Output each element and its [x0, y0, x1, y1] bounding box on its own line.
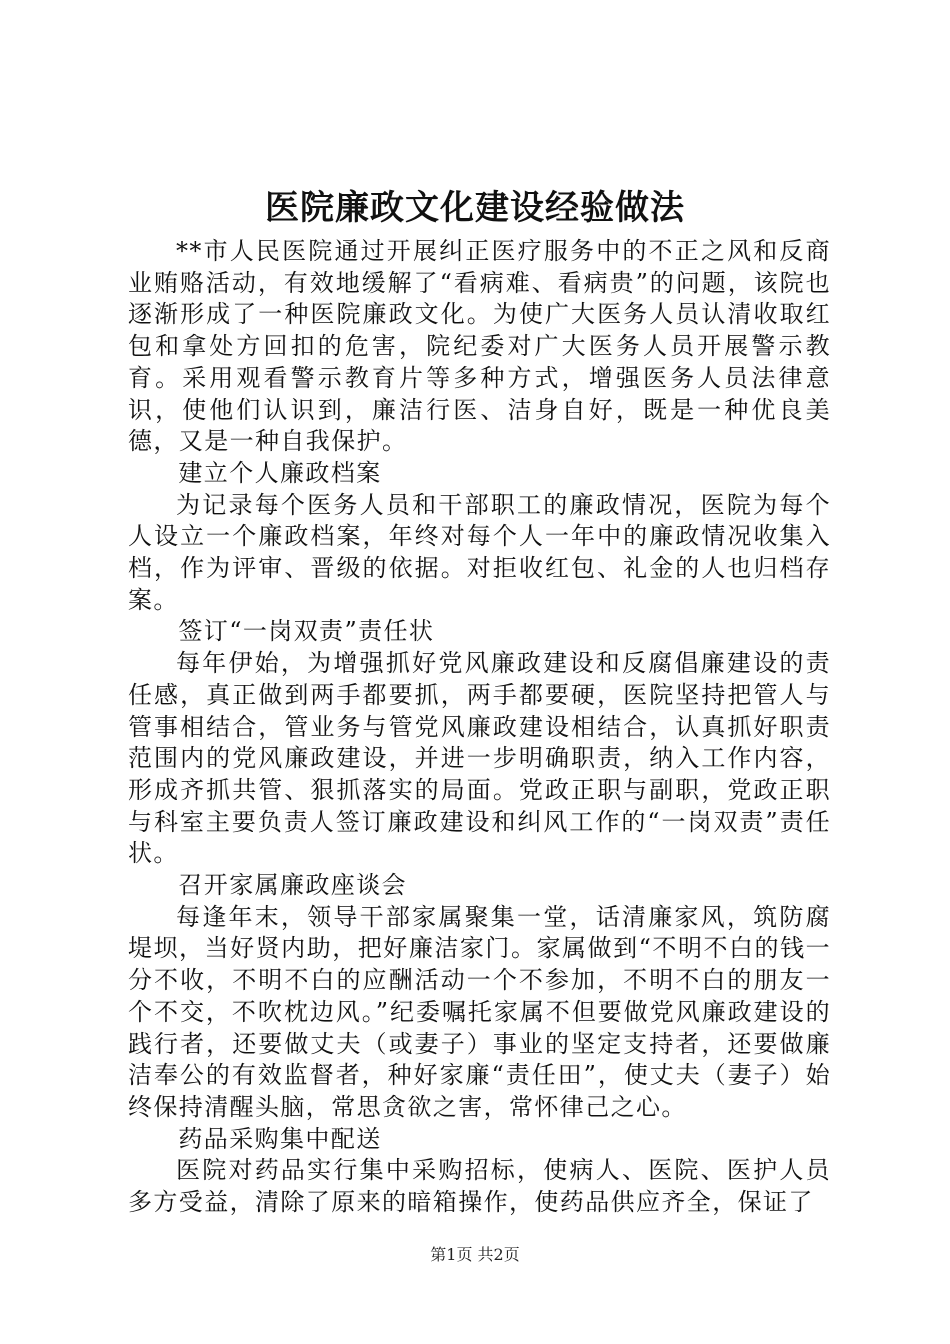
page-footer: 第1页 共2页: [430, 1245, 520, 1264]
document-title: 医院廉政文化建设经验做法: [265, 188, 685, 228]
section-text-responsibility: 每年伊始，为增强抓好党风廉政建设和反腐倡廉建设的责任感，真正做到两手都要抓，两手都要硬，医院坚持把管人与管事相结合，管业务与管党风廉政建设相结合，认真抓好职责范围内的党风廉政建设，并进一步明确职责，纳入工作内容，形成齐抓共管、狠抓落实的局面。党政正职与副职，党政正职与科室主要负责人签订廉政建设和纠风工作的“一岗双责”责任状。: [128, 649, 831, 868]
section-heading-responsibility: 签订“一岗双责”责任状: [178, 617, 435, 646]
intro-paragraph: **市人民医院通过开展纠正医疗服务中的不正之风和反商业贿赂活动，有效地缓解了“看病难、看病贵”的问题，该院也逐渐形成了一种医院廉政文化。为使广大医务人员认清收取红包和拿处方回扣的危害，院纪委对广大医务人员开展警示教育。采用观看警示教育片等多种方式，增强医务人员法律意识，使他们认识到，廉洁行医、洁身自好，既是一种优良美德，又是一种自我保护。: [128, 237, 831, 456]
section-heading-drug-procurement: 药品采购集中配送: [178, 1124, 382, 1153]
section-text-drug-procurement: 医院对药品实行集中采购招标，使病人、医院、医护人员多方受益，清除了原来的暗箱操作，使药品供应齐全，保证了: [128, 1156, 831, 1217]
section-heading-archive: 建立个人廉政档案: [178, 458, 382, 487]
section-text-archive: 为记录每个医务人员和干部职工的廉政情况，医院为每个人设立一个廉政档案，年终对每个人一年中的廉政情况收集入档，作为评审、晋级的依据。对拒收红包、礼金的人也归档存案。: [128, 490, 831, 614]
section-text-family-meeting: 每逢年末，领导干部家属聚集一堂，话清廉家风，筑防腐堤坝，当好贤内助，把好廉洁家门。家属做到“不明不白的钱一分不收，不明不白的应酬活动一个不参加，不明不白的朋友一个不交，不吹枕边风。”纪委嘱托家属不但要做党风廉政建设的践行者，还要做丈夫（或妻子）事业的坚定支持者，还要做廉洁奉公的有效监督者，种好家廉“责任田”，使丈夫（妻子）始终保持清醒头脑，常思贪欲之害，常怀律己之心。: [128, 902, 831, 1121]
section-heading-family-meeting: 召开家属廉政座谈会: [178, 871, 407, 900]
document-body: [128, 236, 831, 1219]
